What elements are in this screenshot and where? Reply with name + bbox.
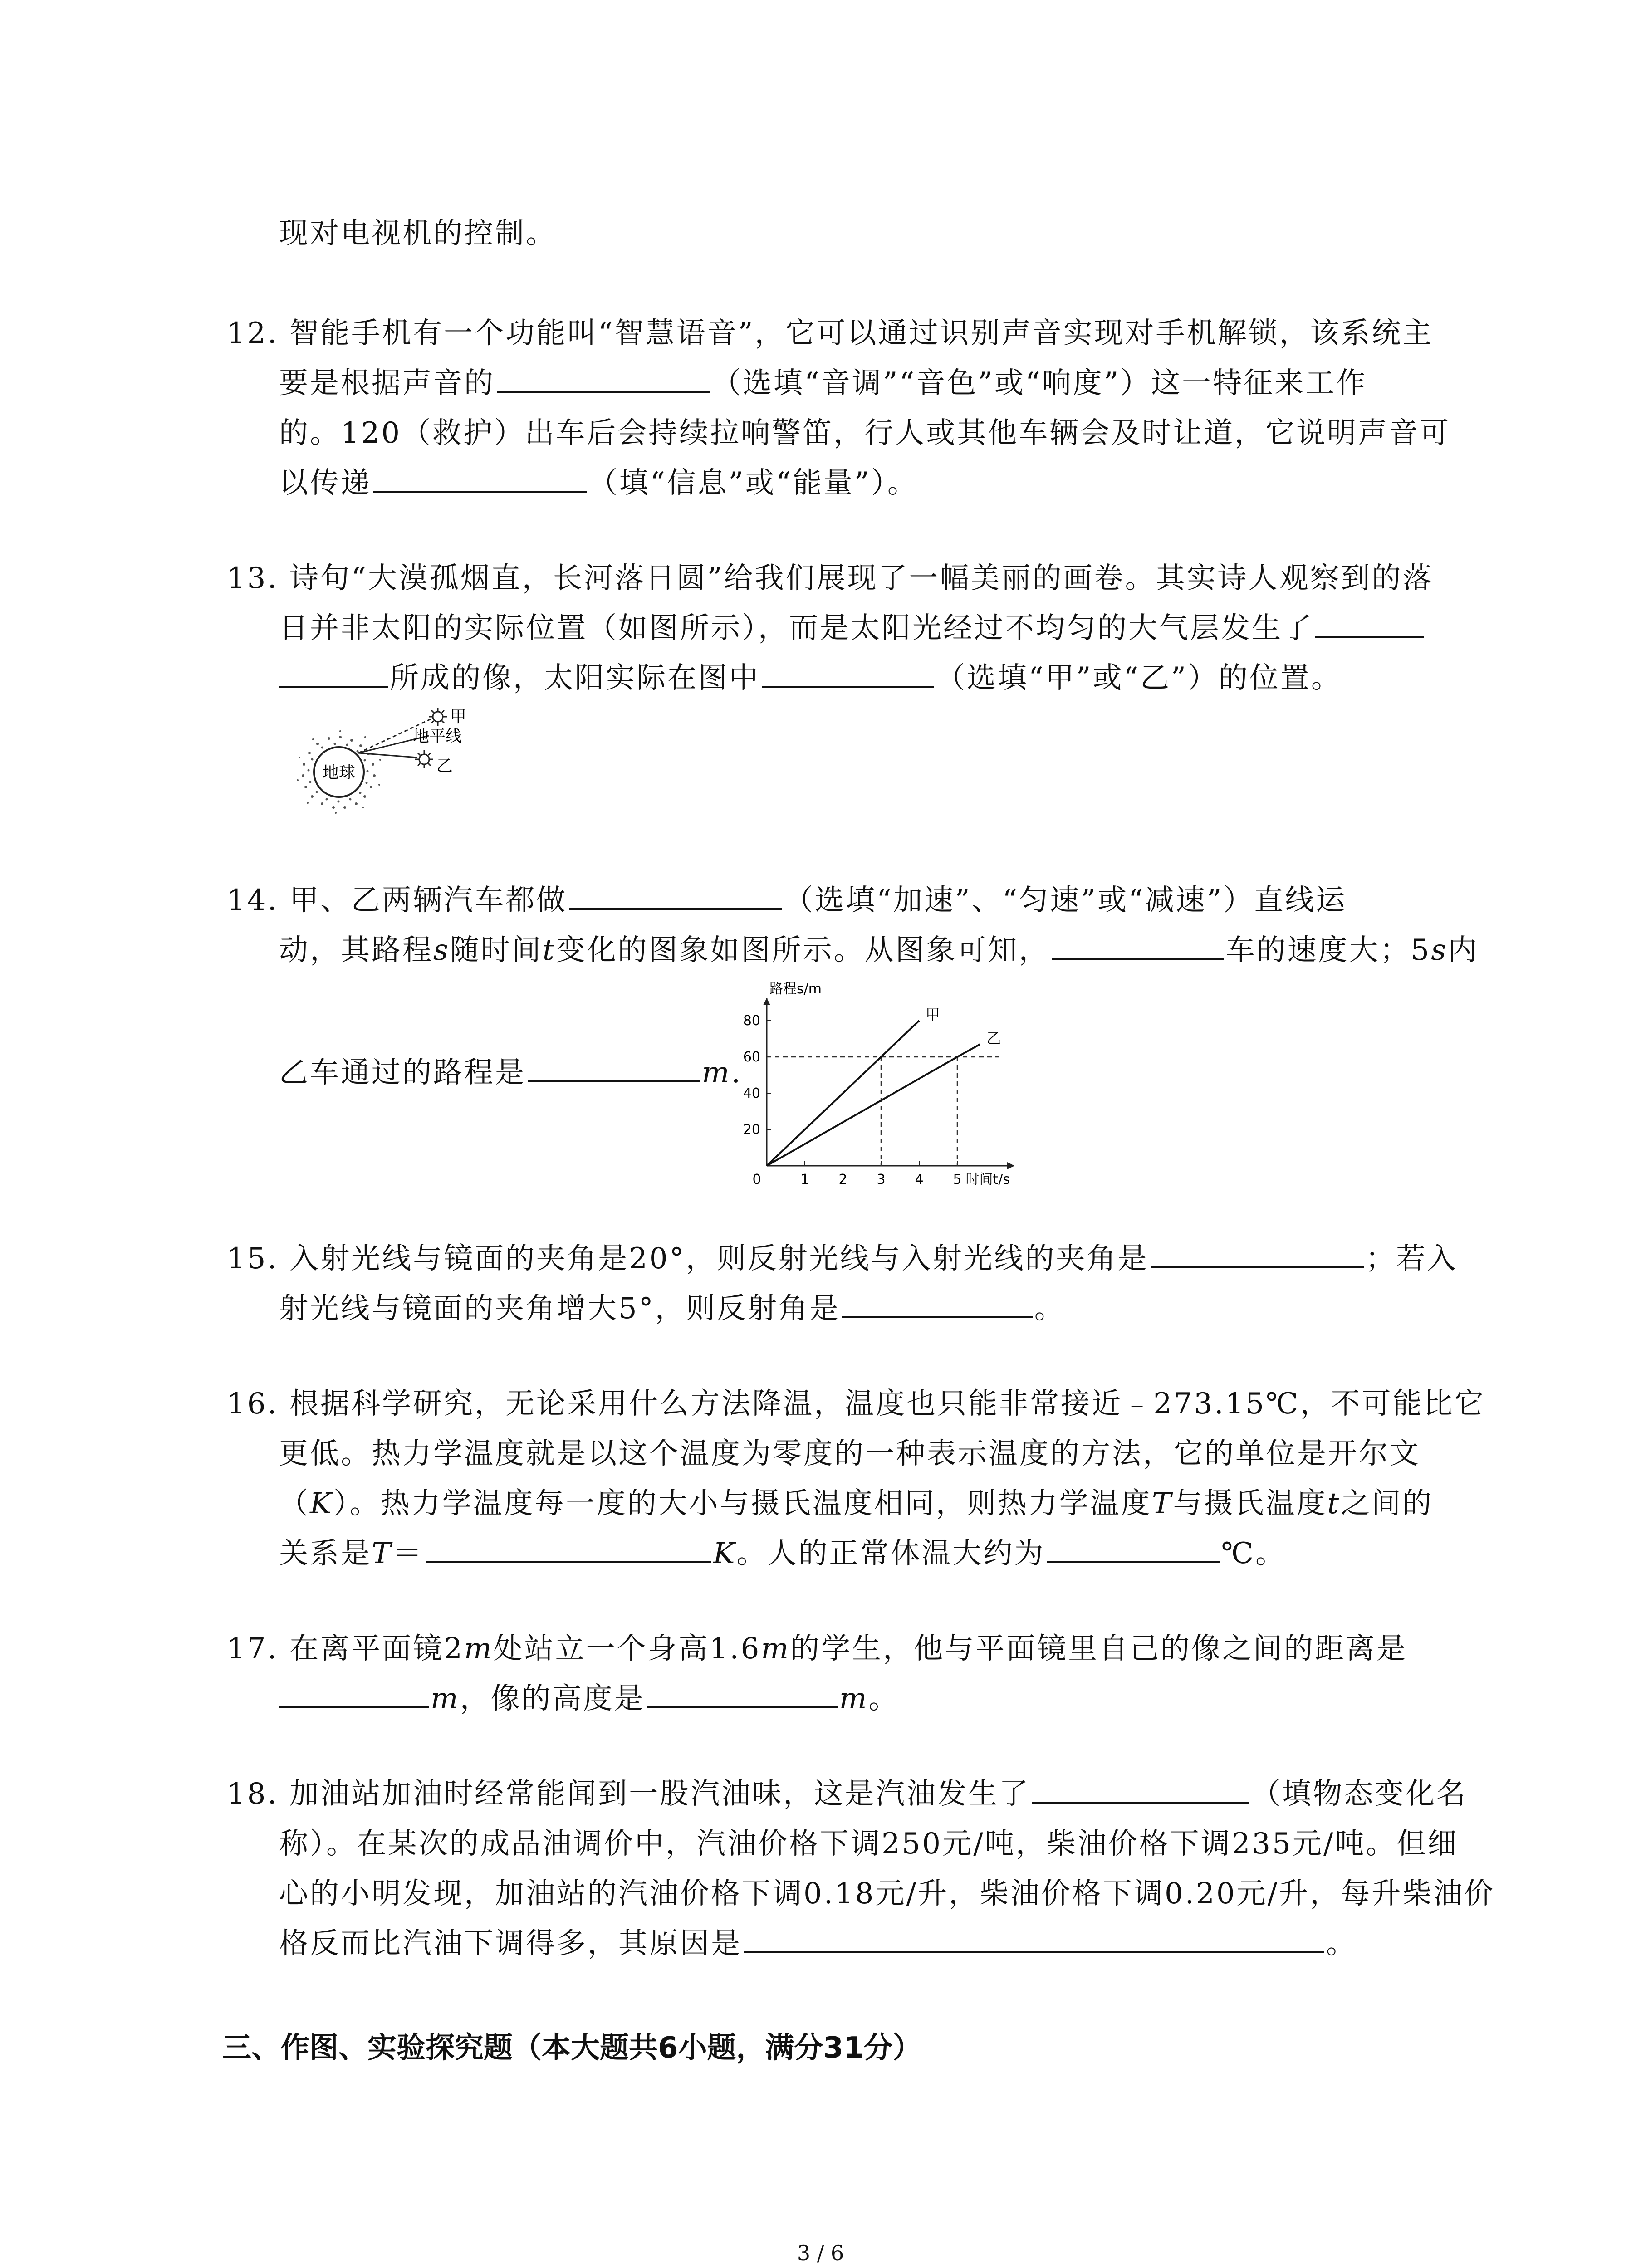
text: ＝ (392, 1537, 424, 1570)
text: 处站立一个身高1.6 (493, 1632, 761, 1666)
answer-blank[interactable] (1032, 1774, 1249, 1804)
section-heading: 三、作图、实验探究题（本大题共6小题，满分31分） (222, 2031, 922, 2065)
q12-line-2 (279, 363, 1367, 404)
unit-m: m (761, 1632, 790, 1666)
question-number: 18. (227, 1777, 279, 1811)
text: 入射光线与镜面的夹角是20°，则反射光线与入射光线的夹角是 (289, 1242, 1149, 1276)
q15-line-2 (279, 1288, 1065, 1329)
chart-axes (763, 998, 1014, 1169)
q14-line-3 (279, 1052, 742, 1093)
text: （选填“音调”“音色”或“响度”）这一特征来工作 (712, 367, 1367, 400)
answer-blank[interactable] (647, 1679, 838, 1708)
answer-blank[interactable] (569, 881, 782, 910)
text: 动，其路程 (279, 934, 433, 967)
q18-line-2 (279, 1823, 1458, 1864)
q17-line-1 (227, 1628, 1407, 1669)
x-axis-arrow (1007, 1162, 1014, 1169)
text: （选填“加速”、“匀速”或“减速”）直线运 (784, 884, 1347, 917)
text: 加油站加油时经常能闻到一股汽油味，这是汽油发生了 (289, 1777, 1030, 1811)
q16-line-2 (279, 1433, 1421, 1474)
continuation-line (279, 213, 557, 254)
text: （填“信息”或“能量”）。 (588, 466, 918, 500)
answer-blank[interactable] (426, 1534, 711, 1563)
text: 。 (1326, 1927, 1357, 1960)
horizon-label: 地平线 (413, 727, 462, 746)
text: 日并非太阳的实际位置（如图所示），而是太阳光经过不均匀的大气层发生了 (279, 611, 1313, 645)
q13-line-2 (279, 608, 1426, 649)
sun-icon (429, 708, 447, 726)
q13-line-1 (227, 558, 1434, 599)
answer-blank[interactable] (279, 659, 388, 688)
q12-line-1 (227, 313, 1434, 354)
q18-line-4 (279, 1923, 1357, 1964)
text: （选填“甲”或“乙”）的位置。 (936, 661, 1342, 695)
text: ）。热力学温度每一度的大小与摄氏温度相同，则热力学温度 (333, 1487, 1152, 1520)
text: 现对电视机的控制。 (279, 217, 557, 250)
text: 甲、乙两辆汽车都做 (289, 884, 568, 917)
text: 智能手机有一个功能叫“智慧语音”，它可以通过识别声音实现对手机解锁，该系统主 (289, 317, 1434, 350)
x-tick-label: 5 (953, 1172, 962, 1188)
answer-blank[interactable] (842, 1289, 1033, 1318)
q12-line-4 (279, 463, 918, 503)
actual-ray (358, 753, 417, 758)
q12-line-3 (279, 413, 1450, 454)
text: 心的小明发现，加油站的汽油价格下调0.18元/升，柴油价格下调0.20元/升，每升柴油价 (279, 1877, 1495, 1911)
text: 变化的图象如图所示。从图象可知， (556, 934, 1050, 967)
sun-icon (415, 750, 433, 768)
text: 之间的 (1341, 1487, 1434, 1520)
y-axis-arrow (763, 998, 770, 1005)
question-number: 12. (227, 317, 279, 350)
text: 根据科学研究，无论采用什么方法降温，温度也只能非常接近﹣273.15℃，不可能比它 (289, 1387, 1485, 1421)
text: 。人的正常体温大约为 (736, 1537, 1045, 1570)
text: 称）。在某次的成品油调价中，汽油价格下调250元/吨，柴油价格下调235元/吨。但细 (279, 1827, 1459, 1861)
x-tick-label: 4 (915, 1172, 924, 1188)
text: 诗句“大漠孤烟直，长河落日圆”给我们展现了一幅美丽的画卷。其实诗人观察到的落 (289, 562, 1434, 595)
question-number: 15. (227, 1242, 279, 1276)
chart-guides (767, 1057, 999, 1166)
variable-t: t (542, 934, 556, 967)
text: ，像的高度是 (460, 1682, 645, 1716)
text: （填物态变化名 (1251, 1777, 1468, 1811)
text: 与摄氏温度 (1173, 1487, 1327, 1520)
variable-t: t (1327, 1487, 1341, 1520)
answer-blank[interactable] (762, 659, 934, 688)
text: 要是根据声音的 (279, 367, 495, 400)
question-number: 16. (227, 1387, 279, 1421)
answer-blank[interactable] (1315, 609, 1424, 638)
x-tick-label: 0 (752, 1172, 761, 1188)
series-line (767, 1021, 919, 1166)
y-axis-label: 路程s/m (769, 981, 822, 997)
distance-time-chart (726, 975, 1071, 1188)
q13-line-3 (279, 658, 1342, 699)
earth-label: 地球 (322, 763, 356, 782)
text: 所成的像，太阳实际在图中 (390, 661, 760, 695)
y-tick-label: 60 (743, 1049, 760, 1065)
text: 。 (868, 1682, 900, 1716)
text: ℃。 (1221, 1537, 1287, 1570)
text: 射光线与镜面的夹角增大5°，则反射角是 (279, 1292, 840, 1325)
text: （ (279, 1487, 310, 1520)
unit-m: m (702, 1056, 731, 1090)
y-tick-label: 80 (743, 1013, 760, 1029)
text: 随时间 (450, 934, 543, 967)
answer-blank[interactable] (279, 1679, 429, 1708)
text: . (731, 1056, 743, 1090)
unit-k: K (310, 1487, 333, 1520)
unit-m: m (464, 1632, 494, 1666)
variable-s: s (433, 934, 450, 967)
answer-blank[interactable] (744, 1924, 1324, 1953)
variable-s: s (1431, 934, 1448, 967)
text: 的学生，他与平面镜里自己的像之间的距离是 (790, 1632, 1407, 1666)
unit-m: m (431, 1682, 460, 1716)
answer-blank[interactable] (1052, 931, 1224, 960)
q14-line-2 (279, 930, 1479, 971)
answer-blank[interactable] (1151, 1239, 1364, 1268)
q18-line-3 (279, 1873, 1495, 1914)
x-tick-label: 3 (877, 1172, 886, 1188)
text: 乙车通过的路程是 (279, 1056, 526, 1090)
x-tick-label: 2 (838, 1172, 847, 1188)
q18-line-1 (227, 1774, 1467, 1814)
jia-label: 甲 (450, 708, 467, 726)
answer-blank[interactable] (1047, 1534, 1220, 1563)
series-label: 甲 (926, 1006, 941, 1023)
text: ；若入 (1365, 1242, 1458, 1276)
q16-line-1 (227, 1383, 1485, 1424)
variable-T: T (372, 1537, 393, 1570)
q17-line-2 (279, 1678, 899, 1719)
q15-line-1 (227, 1238, 1458, 1279)
sun-earth-figure (268, 699, 504, 821)
variable-T: T (1151, 1487, 1173, 1520)
answer-blank[interactable] (373, 464, 587, 493)
text: 车的速度大；5 (1225, 934, 1431, 967)
text: 以传递 (279, 466, 372, 500)
series-label: 乙 (986, 1030, 1001, 1047)
text: 在离平面镜2 (289, 1632, 464, 1666)
x-tick-label: 1 (800, 1172, 809, 1188)
text: 关系是 (279, 1537, 372, 1570)
unit-k: K (713, 1537, 737, 1570)
text: 内 (1448, 934, 1479, 967)
y-tick-label: 20 (743, 1122, 760, 1138)
question-number: 13. (227, 562, 279, 595)
text: 更低。热力学温度就是以这个温度为零度的一种表示温度的方法，它的单位是开尔文 (279, 1437, 1421, 1471)
y-tick-label: 40 (743, 1085, 760, 1101)
page-number: 3 / 6 (797, 2241, 844, 2265)
series-line (767, 1044, 980, 1166)
q16-line-3 (279, 1483, 1433, 1524)
unit-m: m (839, 1682, 869, 1716)
question-number: 17. (227, 1632, 279, 1666)
yi-label: 乙 (436, 757, 453, 775)
text: 。 (1034, 1292, 1065, 1325)
answer-blank[interactable] (497, 364, 710, 393)
answer-blank[interactable] (528, 1053, 700, 1082)
q16-line-4 (279, 1533, 1286, 1574)
text: 格反而比汽油下调得多，其原因是 (279, 1927, 742, 1960)
question-number: 14. (227, 884, 279, 917)
chart-series (767, 1021, 980, 1166)
x-axis-label: 时间t/s (965, 1172, 1010, 1188)
text: 的。120（救护）出车后会持续拉响警笛，行人或其他车辆会及时让道，它说明声音可 (279, 416, 1451, 450)
q14-line-1 (227, 880, 1347, 921)
